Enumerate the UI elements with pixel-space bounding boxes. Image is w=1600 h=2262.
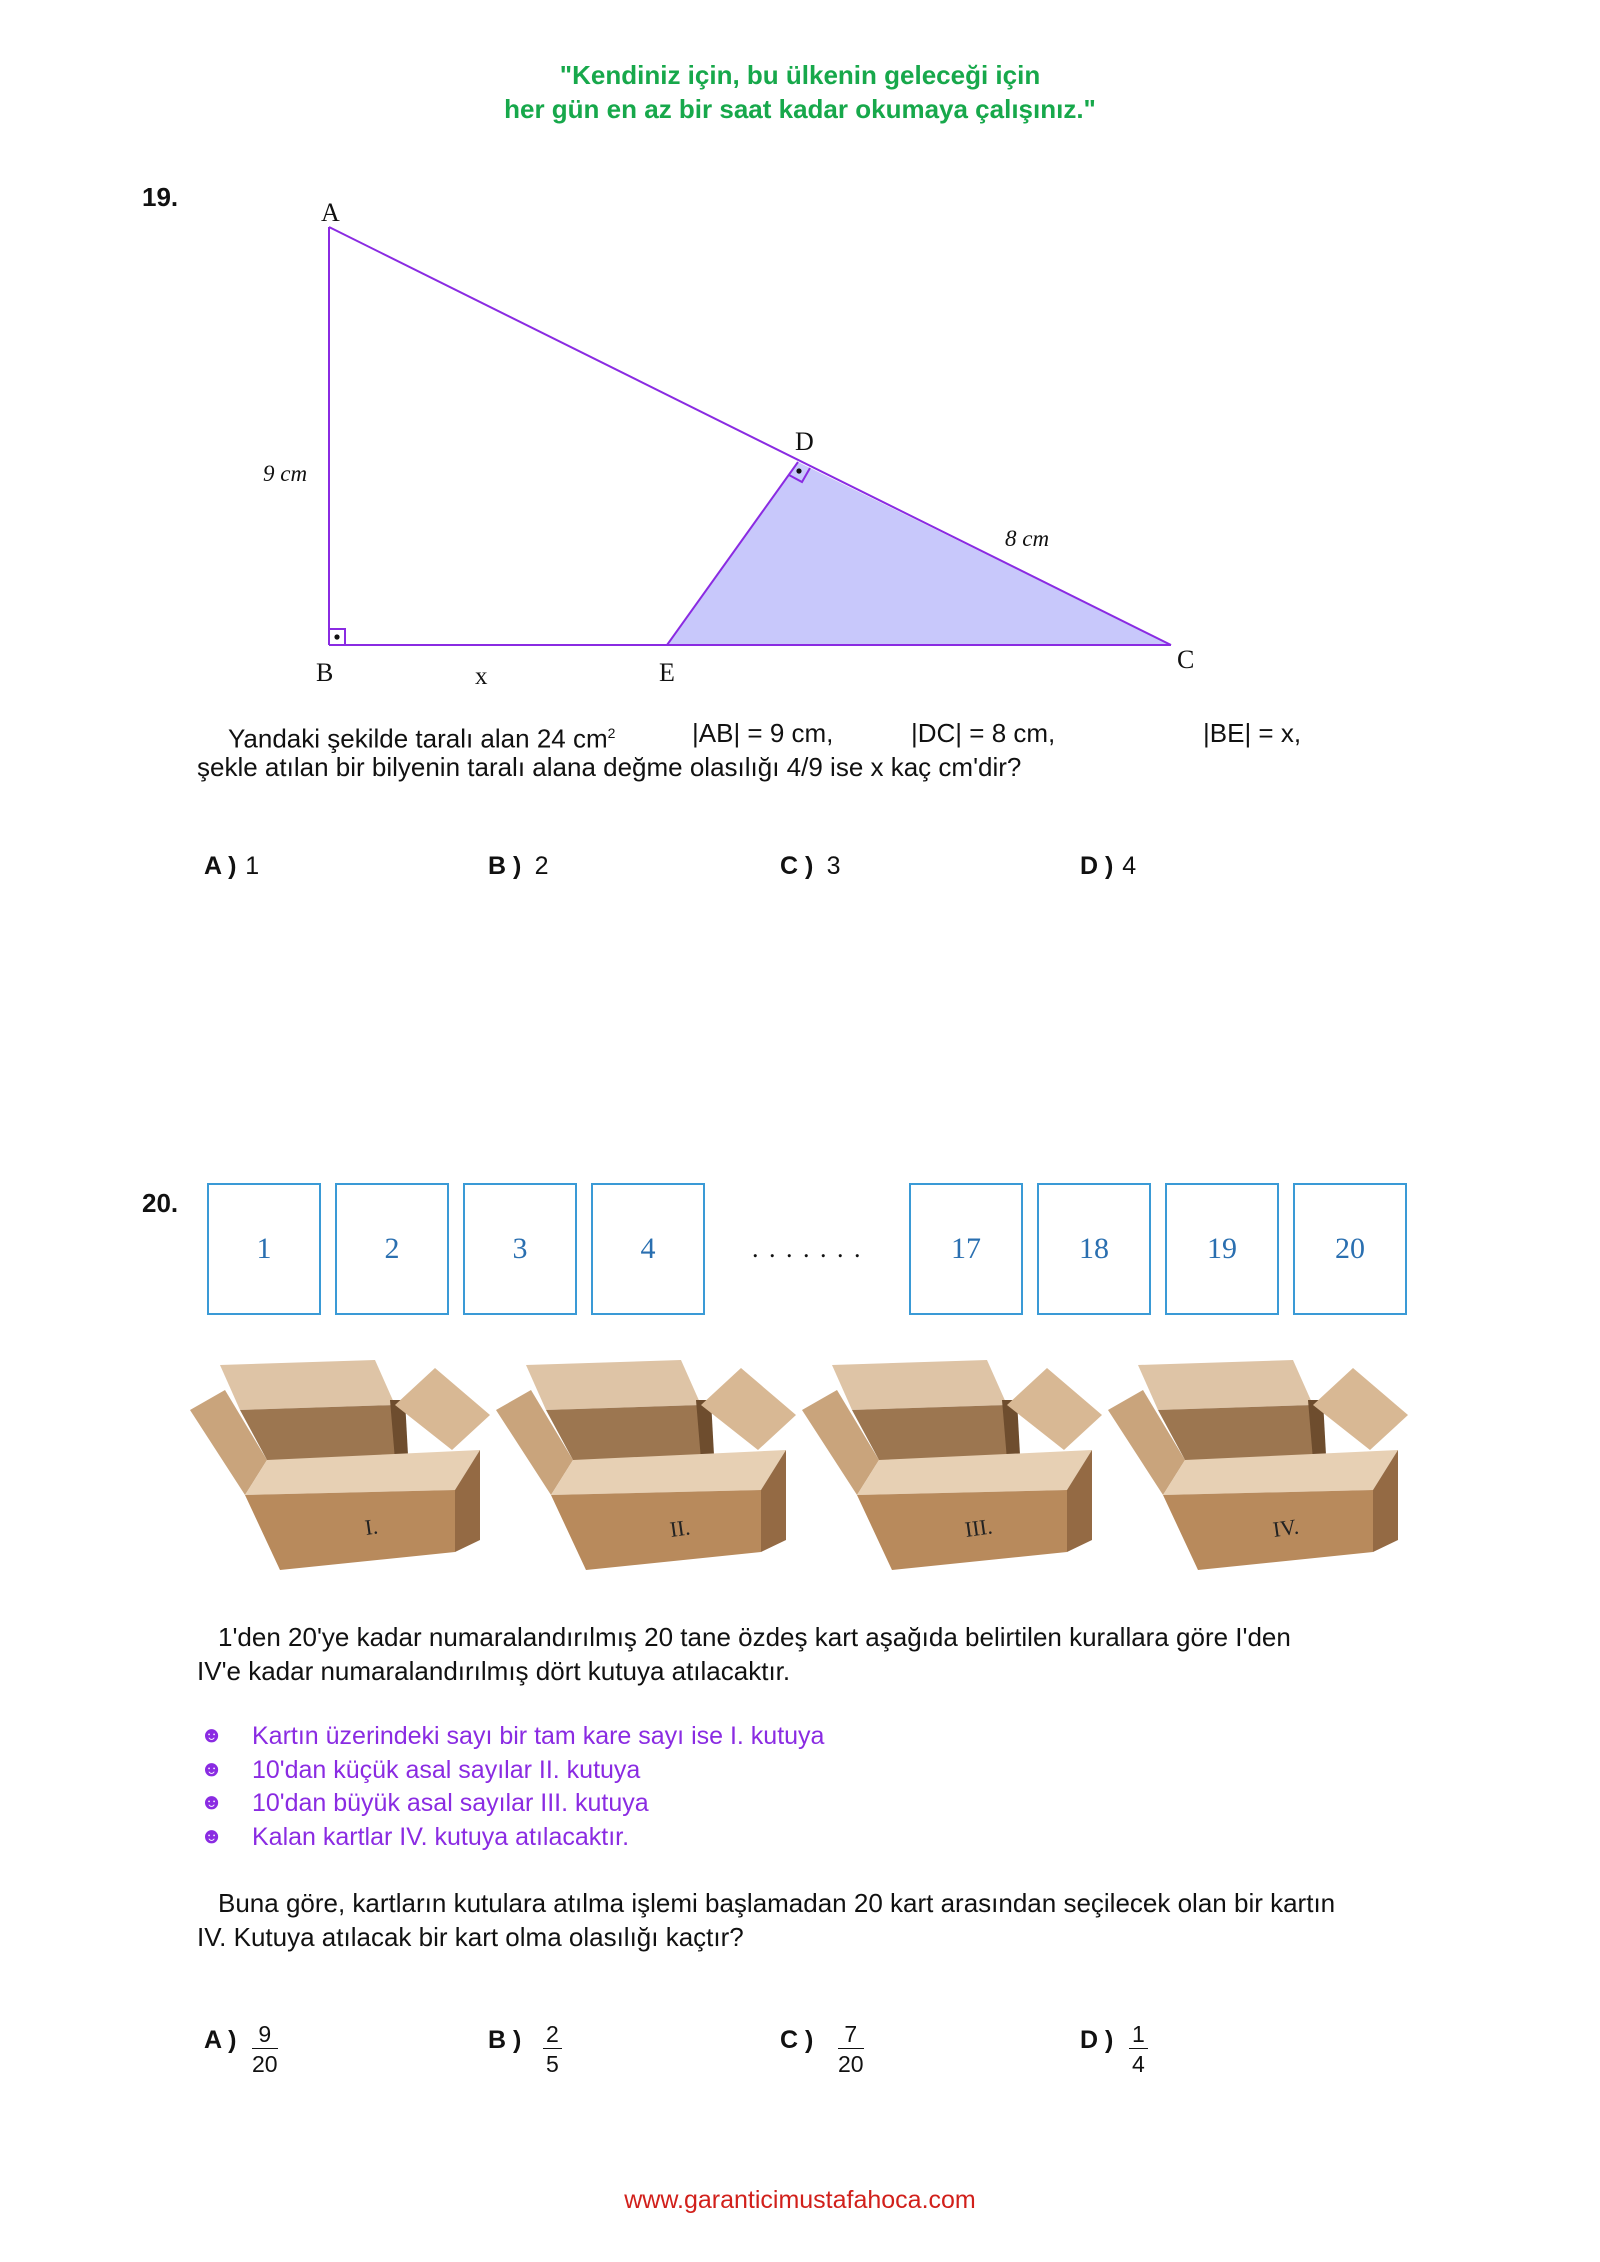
fraction-numerator: 9 — [252, 2020, 278, 2049]
option-value: 3 — [826, 852, 841, 880]
box-label: I. — [363, 1513, 380, 1540]
shaded-area-text: Yandaki şekilde taralı alan 24 cm — [228, 723, 608, 754]
question-19-be: |BE| = x, — [1203, 718, 1302, 748]
box-1 — [190, 1360, 490, 1570]
option-b-fraction — [543, 2020, 562, 2079]
shaded-triangle-edc — [667, 462, 1171, 645]
number-card: 3 — [463, 1183, 577, 1315]
option-letter: A ) — [204, 852, 237, 880]
option-letter: C ) — [780, 852, 814, 880]
rule-item: 10'dan küçük asal sayılar II. kutuya — [252, 1756, 641, 1784]
question-19-line2: şekle atılan bir bilyenin taralı alana değme olasılığı 4/9 ise x kaç cm'dir? — [197, 752, 1022, 782]
header-quote-line2: her gün en az bir saat kadar okumaya çalışınız." — [504, 94, 1096, 124]
number-card: 20 — [1293, 1183, 1407, 1315]
number-card: 4 — [591, 1183, 705, 1315]
question-20-intro-line1: 1'den 20'ye kadar numaralandırılmış 20 tane özdeş kart aşağıda belirtilen kurallara göre I'den — [218, 1622, 1291, 1652]
box-4 — [1108, 1360, 1408, 1570]
boxes-illustration — [0, 1355, 1600, 1585]
option-a-fraction — [252, 2020, 278, 2079]
question-19-ab: |AB| = 9 cm, — [692, 718, 834, 748]
option-letter: A ) — [204, 2026, 237, 2054]
vertex-label-d: D — [795, 427, 814, 456]
rule-item: 10'dan büyük asal sayılar III. kutuya — [252, 1789, 649, 1817]
smiley-bullet-icon: ☻ — [200, 1789, 224, 1814]
option-letter: C ) — [780, 2026, 814, 2054]
vertex-label-e: E — [659, 658, 675, 687]
vertex-label-a: A — [321, 198, 340, 227]
option-c-fraction — [838, 2020, 864, 2079]
question-19-number: 19. — [142, 182, 179, 212]
option-value: 1 — [245, 852, 260, 880]
box-label: II. — [668, 1514, 692, 1542]
right-angle-dot-b — [334, 634, 339, 639]
option-letter: D ) — [1080, 852, 1114, 880]
cards-ellipsis: . . . . . . . — [752, 1234, 863, 1263]
vertex-label-b: B — [316, 658, 334, 687]
option-value: 2 — [534, 852, 549, 880]
q19-option-c[interactable] — [780, 852, 841, 881]
box-label: IV. — [1271, 1513, 1301, 1542]
label-ab-length: 9 cm — [263, 461, 308, 486]
option-letter: B ) — [488, 2026, 522, 2054]
q20-option-b[interactable] — [488, 2026, 521, 2055]
question-20-number: 20. — [142, 1188, 179, 1218]
box-label: III. — [963, 1513, 994, 1542]
number-card: 18 — [1037, 1183, 1151, 1315]
header-quote-line1: "Kendiniz için, bu ülkenin geleceği için — [559, 60, 1041, 90]
option-letter: D ) — [1080, 2026, 1114, 2054]
smiley-bullet-icon: ☻ — [200, 1722, 224, 1747]
option-value: 4 — [1122, 852, 1137, 880]
box-3 — [802, 1360, 1102, 1570]
number-card: 1 — [207, 1183, 321, 1315]
number-card: 19 — [1165, 1183, 1279, 1315]
question-20-question-line2: IV. Kutuya atılacak bir kart olma olasılığı kaçtır? — [197, 1922, 744, 1952]
option-letter: B ) — [488, 852, 522, 880]
q20-option-a[interactable] — [204, 2026, 236, 2055]
smiley-bullet-icon: ☻ — [200, 1756, 224, 1781]
triangle-figure — [0, 0, 1600, 720]
q19-option-d[interactable] — [1080, 852, 1136, 881]
fraction-numerator: 7 — [838, 2020, 864, 2049]
vertex-label-c: C — [1177, 645, 1195, 674]
fraction-denominator: 5 — [546, 2051, 559, 2077]
fraction-denominator: 4 — [1132, 2051, 1145, 2077]
question-20-question-line1: Buna göre, kartların kutulara atılma işlemi başlamadan 20 kart arasından seçilecek olan bir kartın — [218, 1888, 1336, 1918]
fraction-numerator: 1 — [1129, 2020, 1148, 2049]
rule-item: Kalan kartlar IV. kutuya atılacaktır. — [252, 1823, 630, 1851]
label-be-x: x — [475, 663, 488, 690]
question-20-intro-line2: IV'e kadar numaralandırılmış dört kutuya atılacaktır. — [197, 1656, 791, 1686]
option-d-fraction — [1129, 2020, 1148, 2079]
right-angle-dot-d — [796, 468, 801, 473]
fraction-denominator: 20 — [838, 2051, 864, 2077]
superscript: 2 — [607, 725, 616, 741]
q19-option-b[interactable] — [488, 852, 549, 881]
label-dc-length: 8 cm — [1005, 526, 1050, 551]
q20-option-d[interactable] — [1080, 2026, 1113, 2055]
q20-option-c[interactable] — [780, 2026, 813, 2055]
question-19-dc: |DC| = 8 cm, — [911, 718, 1056, 748]
number-card: 2 — [335, 1183, 449, 1315]
smiley-bullet-icon: ☻ — [200, 1823, 224, 1848]
footer-website-link[interactable]: www.garanticimustafahoca.com — [624, 2186, 976, 2214]
fraction-denominator: 20 — [252, 2051, 278, 2077]
number-card: 17 — [909, 1183, 1023, 1315]
q19-option-a[interactable] — [204, 852, 259, 881]
rule-item: Kartın üzerindeki sayı bir tam kare sayı ise I. kutuya — [252, 1722, 825, 1750]
fraction-numerator: 2 — [543, 2020, 562, 2049]
box-2 — [496, 1360, 796, 1570]
